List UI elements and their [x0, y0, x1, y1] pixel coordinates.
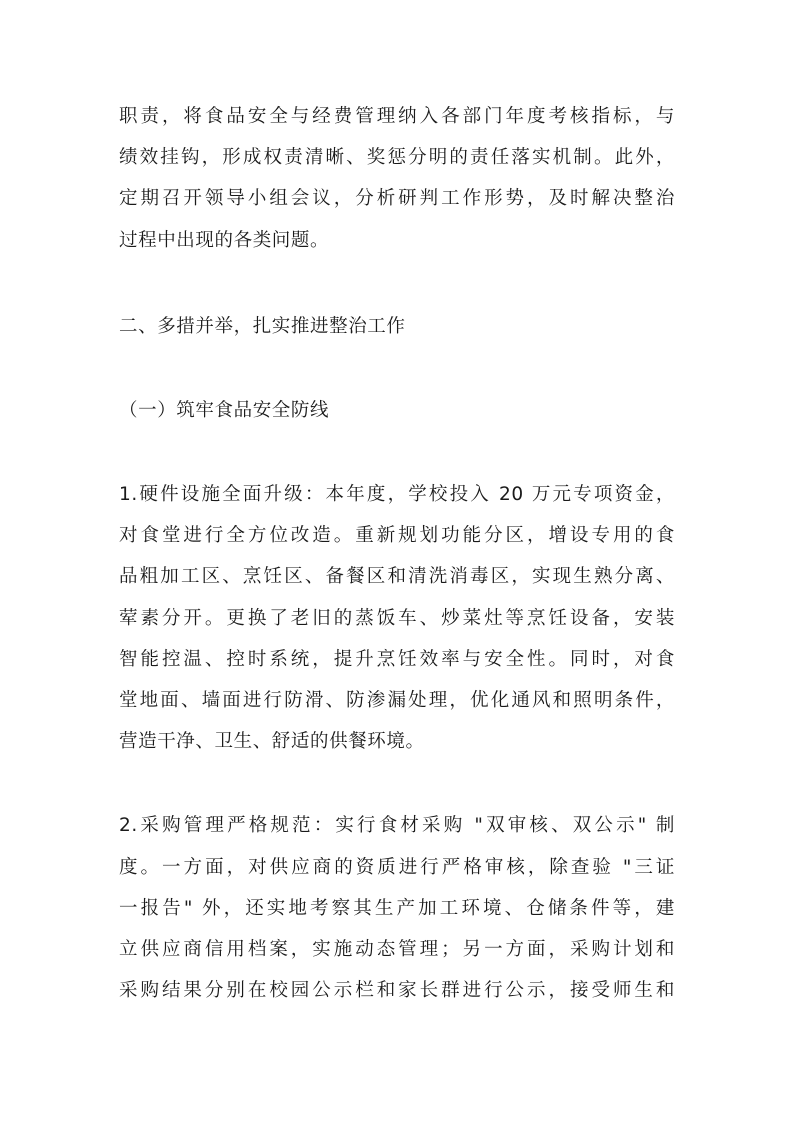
- text-line: 对食堂进行全方位改造。重新规划功能分区，增设专用的食: [119, 525, 675, 546]
- text-line: 采购结果分别在校园公示栏和家长群进行公示，接受师生和: [119, 980, 675, 1001]
- text-line: 堂地面、墙面进行防滑、防渗漏处理，优化通风和照明条件，: [119, 690, 675, 711]
- text-line: 职责，将食品安全与经费管理纳入各部门年度考核指标，与: [119, 106, 675, 127]
- text-line: 度。一方面，对供应商的资质进行严格审核，除查验 "三证: [119, 857, 675, 878]
- section-heading: 二、多措并举，扎实推进整治工作: [119, 316, 406, 337]
- text-line: 2.采购管理严格规范：实行食材采购 "双审核、双公示" 制: [119, 815, 675, 836]
- text-line: 一报告" 外，还实地考察其生产加工环境、仓储条件等，建: [119, 898, 675, 919]
- text-line: 过程中出现的各类问题。: [119, 230, 330, 251]
- subsection-heading: （一）筑牢食品安全防线: [119, 400, 330, 421]
- text-line: 立供应商信用档案，实施动态管理；另一方面，采购计划和: [119, 939, 675, 960]
- text-line: 1.硬件设施全面升级：本年度，学校投入 20 万元专项资金，: [119, 484, 675, 505]
- text-line: 营造干净、卫生、舒适的供餐环境。: [119, 731, 425, 752]
- text-line: 绩效挂钩，形成权责清晰、奖惩分明的责任落实机制。此外，: [119, 147, 675, 168]
- text-line: 智能控温、控时系统，提升烹饪效率与安全性。同时，对食: [119, 649, 675, 670]
- text-line: 定期召开领导小组会议，分析研判工作形势，及时解决整治: [119, 188, 675, 209]
- text-line: 荤素分开。更换了老旧的蒸饭车、炒菜灶等烹饪设备，安装: [119, 608, 675, 629]
- text-line: 品粗加工区、烹饪区、备餐区和清洗消毒区，实现生熟分离、: [119, 566, 675, 587]
